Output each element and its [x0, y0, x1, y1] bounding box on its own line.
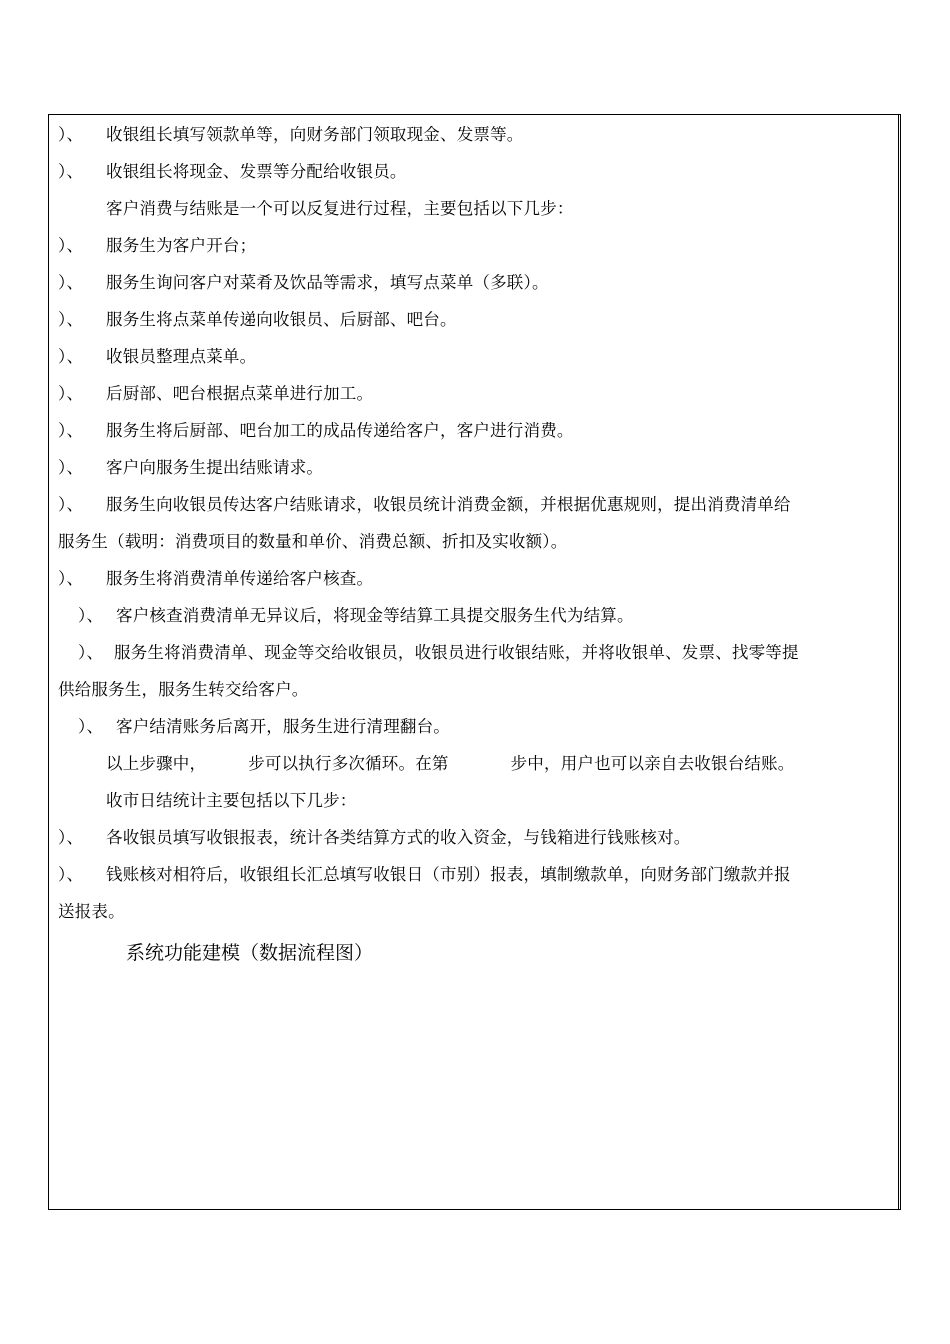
step-text: 收银员整理点菜单。 — [106, 347, 257, 366]
step-line — [58, 819, 896, 856]
step-text: 服务生将消费清单传递给客户核查。 — [106, 569, 374, 588]
step-line — [58, 153, 896, 190]
step-line — [58, 412, 896, 449]
step-line — [58, 560, 896, 597]
step-text: 后厨部、吧台根据点菜单进行加工。 — [106, 384, 374, 403]
step-text: 供给服务生，服务生转交给客户。 — [58, 680, 309, 699]
paragraph-text: 步中，用户也可以亲自去收银台结账。 — [510, 754, 795, 773]
step-line — [58, 856, 896, 893]
step-line — [58, 597, 896, 634]
section-heading: 系统功能建模（数据流程图） — [126, 942, 374, 964]
paragraph-intro-consumption — [58, 190, 896, 227]
paragraph-intro-closing — [58, 782, 896, 819]
step-line-continued — [58, 671, 896, 708]
step-text: 钱账核对相符后，收银组长汇总填写收银日（市别）报表，填制缴款单，向财务部门缴款并报 — [106, 865, 791, 884]
step-line-continued — [58, 893, 896, 930]
step-text: 服务生（载明：消费项目的数量和单价、消费总额、折扣及实收额）。 — [58, 532, 568, 551]
step-marker: ）、 — [78, 643, 104, 662]
step-text: 各收银员填写收银报表，统计各类结算方式的收入资金，与钱箱进行钱账核对。 — [106, 828, 691, 847]
step-text: 送报表。 — [58, 902, 125, 921]
step-marker: ）、 — [58, 125, 84, 144]
step-line — [58, 264, 896, 301]
frame-double-rule — [898, 114, 899, 1210]
step-marker: ）、 — [58, 569, 84, 588]
step-line — [58, 116, 896, 153]
step-marker: ）、 — [58, 236, 84, 255]
step-line — [58, 449, 896, 486]
step-text: 客户向服务生提出结账请求。 — [106, 458, 324, 477]
paragraph-text: 收市日结统计主要包括以下几步： — [106, 791, 357, 810]
step-line — [58, 338, 896, 375]
step-text: 服务生询问客户对菜肴及饮品等需求，填写点菜单（多联）。 — [106, 273, 549, 292]
step-marker: ）、 — [58, 310, 84, 329]
step-text: 收银组长填写领款单等，向财务部门领取现金、发票等。 — [106, 125, 524, 144]
step-text: 客户核查消费清单无异议后，将现金等结算工具提交服务生代为结算。 — [116, 606, 634, 625]
paragraph-text: 以上步骤中， — [106, 754, 207, 773]
step-line-continued — [58, 523, 896, 560]
paragraph-loop-note — [58, 745, 896, 782]
step-text: 服务生将消费清单、现金等交给收银员，收银员进行收银结账，并将收银单、发票、找零等提 — [114, 643, 799, 662]
step-line — [58, 375, 896, 412]
step-line — [58, 301, 896, 338]
step-line — [58, 486, 896, 523]
paragraph-text: 步可以执行多次循环。在第 — [248, 754, 449, 773]
step-text: 服务生向收银员传达客户结账请求，收银员统计消费金额，并根据优惠规则，提出消费清单给 — [106, 495, 791, 514]
step-marker: ）、 — [58, 384, 84, 403]
paragraph-text: 客户消费与结账是一个可以反复进行过程，主要包括以下几步： — [106, 199, 574, 218]
step-marker: ）、 — [58, 347, 84, 366]
step-text: 收银组长将现金、发票等分配给收银员。 — [106, 162, 407, 181]
step-marker: ）、 — [58, 421, 84, 440]
step-marker: ）、 — [58, 865, 84, 884]
step-marker: ）、 — [78, 717, 104, 736]
step-marker: ）、 — [58, 458, 84, 477]
step-text: 服务生将点菜单传递向收银员、后厨部、吧台。 — [106, 310, 457, 329]
step-marker: ）、 — [58, 828, 84, 847]
step-text: 服务生将后厨部、吧台加工的成品传递给客户，客户进行消费。 — [106, 421, 574, 440]
step-marker: ）、 — [58, 162, 84, 181]
document-body — [58, 116, 896, 976]
step-line — [58, 227, 896, 264]
step-text: 服务生为客户开台； — [106, 236, 257, 255]
step-marker: ）、 — [78, 606, 104, 625]
step-marker: ）、 — [58, 495, 84, 514]
step-line — [58, 708, 896, 745]
step-line — [58, 634, 896, 671]
step-marker: ）、 — [58, 273, 84, 292]
step-text: 客户结清账务后离开，服务生进行清理翻台。 — [116, 717, 450, 736]
